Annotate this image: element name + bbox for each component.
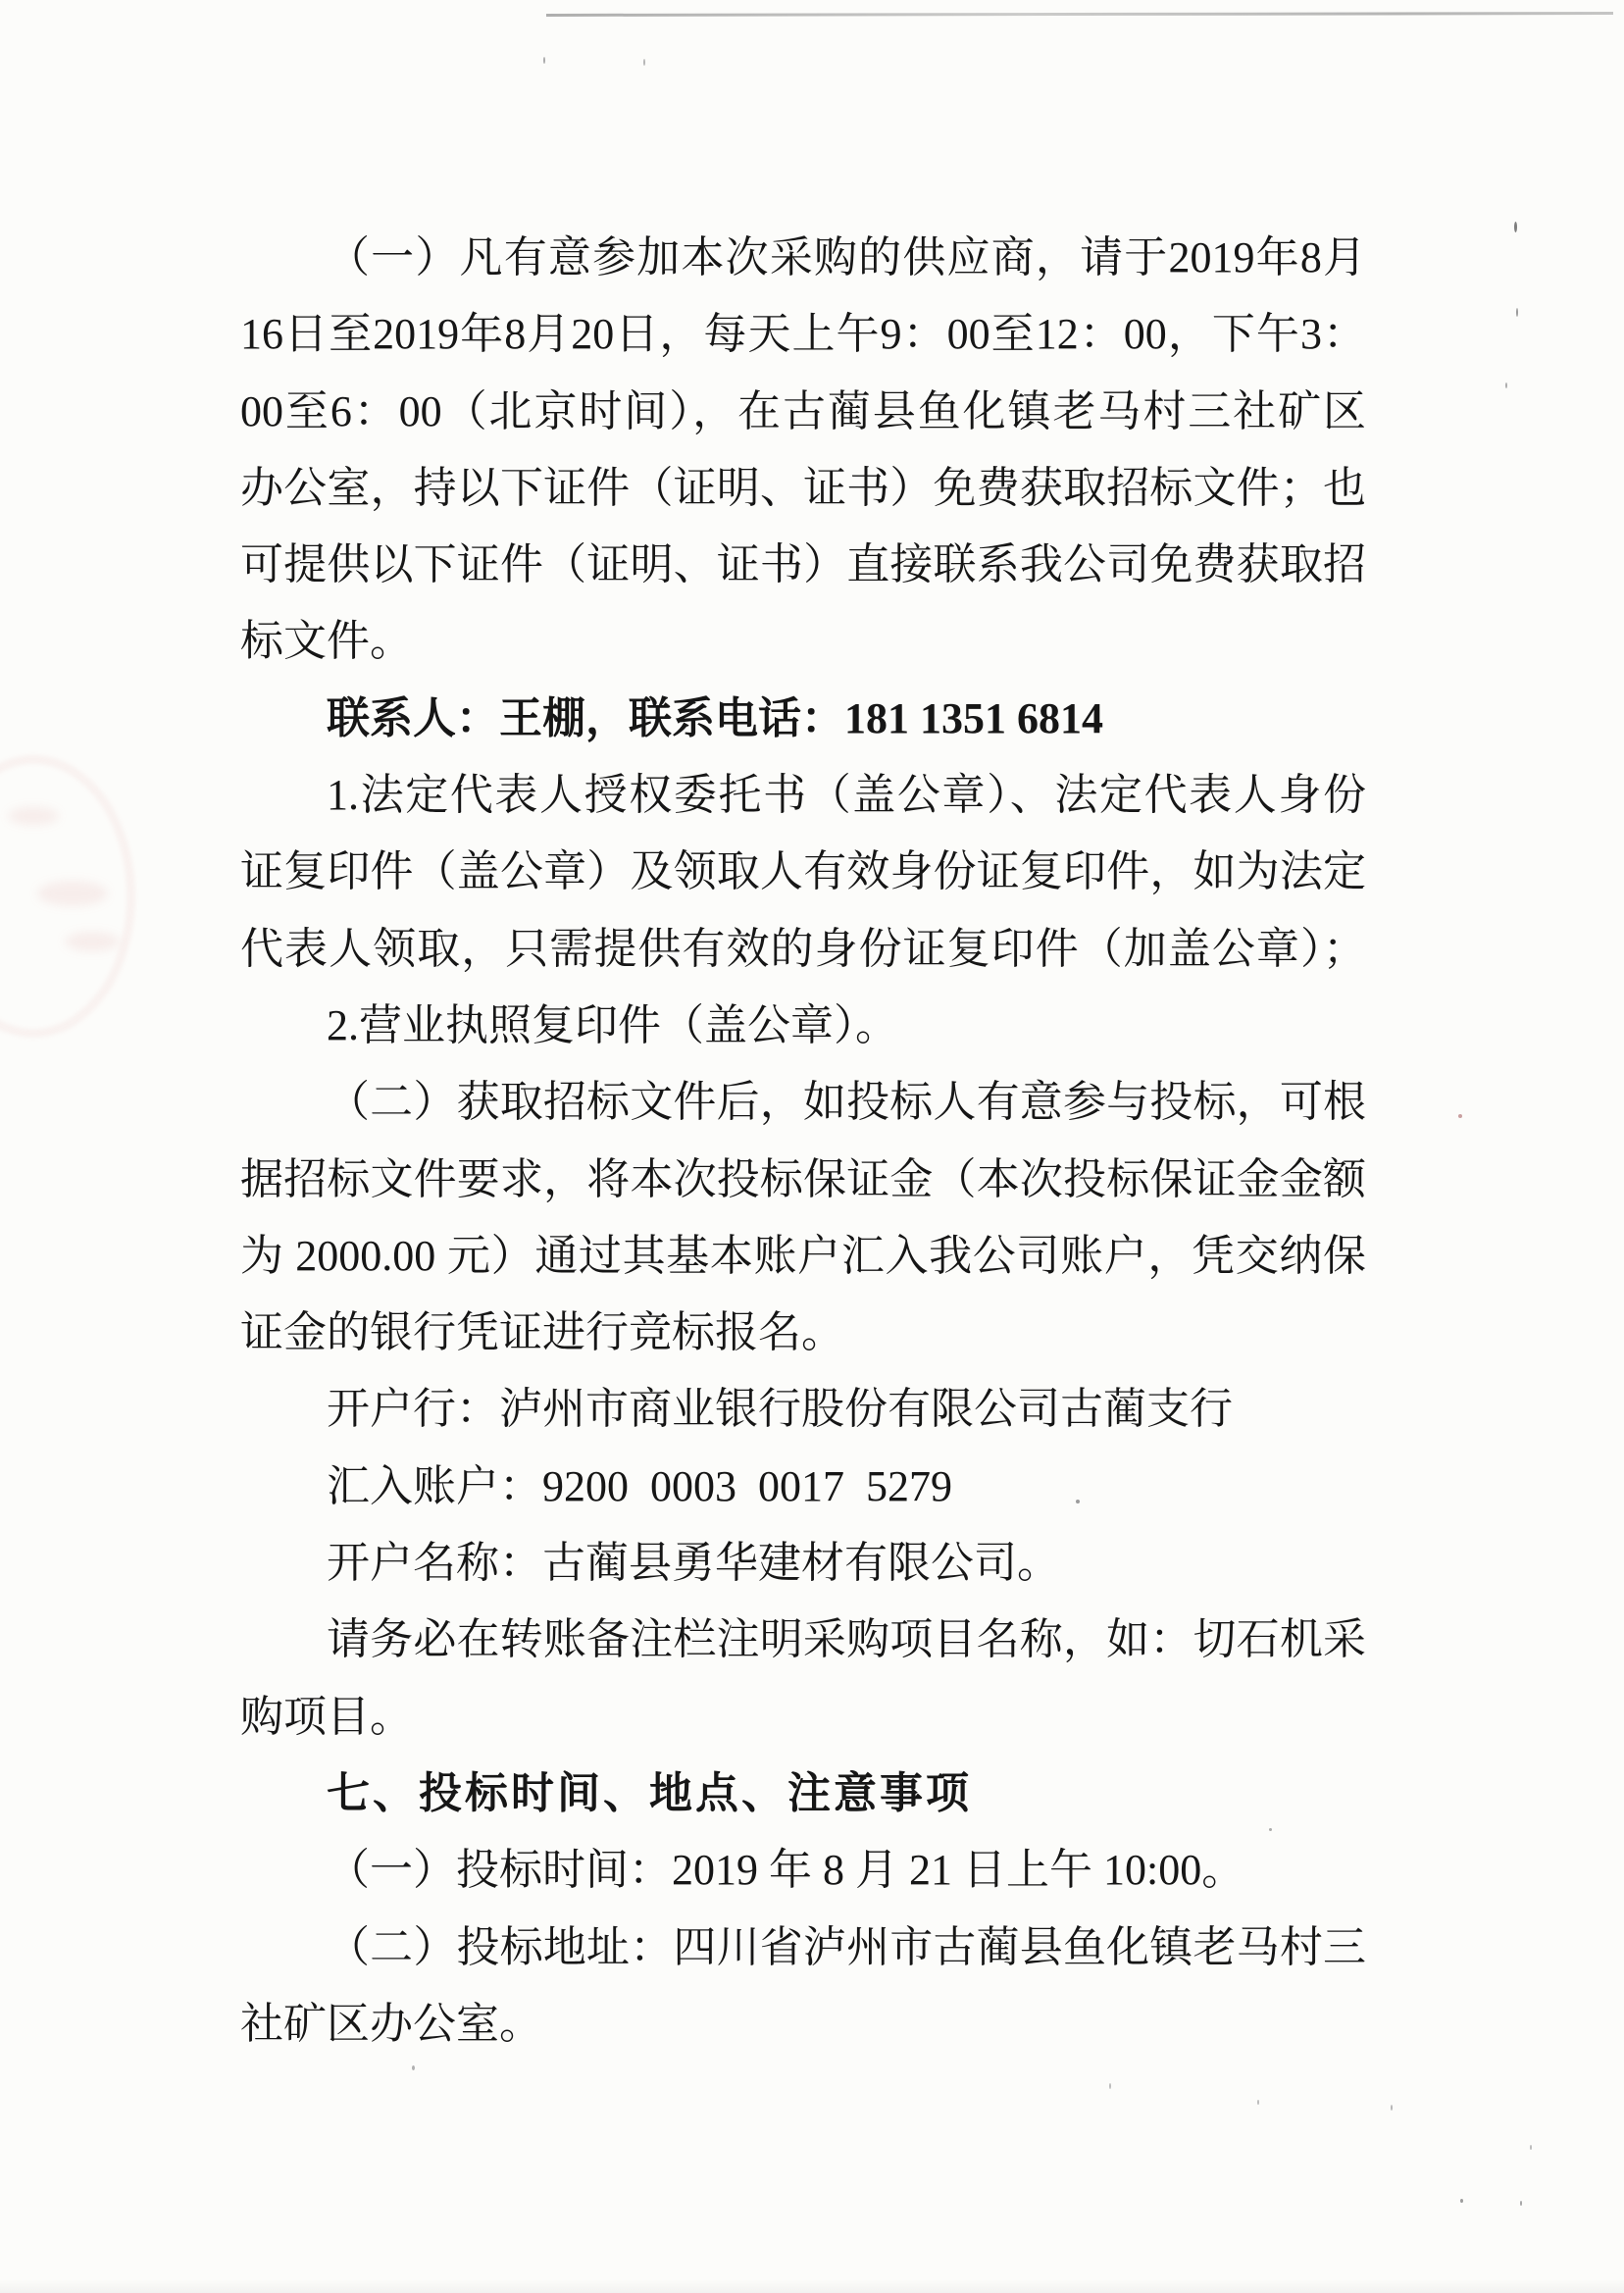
required-cert-item-1-line: 1.法定代表人授权委托书（盖公章）、法定代表人身份 [327,771,1366,820]
scan-speck [1516,308,1518,317]
scan-speck [412,2065,415,2070]
paragraph-obtain-docs-line: （一）凡有意参加本次采购的供应商，请于2019年8月 [327,233,1366,281]
scan-speck [543,57,545,64]
paragraph-obtain-docs-line: 00至6：00（北京时间），在古蔺县鱼化镇老马村三社矿区 [240,386,1366,435]
bid-time-line: （一）投标时间：2019 年 8 月 21 日上午 10:00。 [327,1846,1245,1895]
paragraph-deposit-line: （二）获取招标文件后，如投标人有意参与投标，可根 [327,1078,1366,1127]
scan-speck [1391,2105,1393,2111]
paragraph-obtain-docs-line: 办公室，持以下证件（证明、证书）免费获取招标文件；也 [240,463,1366,512]
scan-speck [643,59,645,66]
bid-address-line: （二）投标地址：四川省泸州市古蔺县鱼化镇老马村三 [327,1922,1366,1971]
scan-speck [1460,2199,1463,2203]
required-cert-item-1-line: 代表人领取，只需提供有效的身份证复印件（加盖公章）； [240,924,1366,973]
paragraph-obtain-docs-line: 标文件。 [240,617,413,666]
contact-info-line: 联系人：王棚，联系电话：181 1351 6814 [327,693,1103,742]
scan-speck [1514,222,1517,232]
bank-name-line: 开户行：泸州市商业银行股份有限公司古蔺支行 [327,1385,1233,1434]
red-stamp-remnant [37,881,108,906]
scan-speck [1505,382,1507,388]
scan-speck [1257,2100,1259,2105]
scan-edge-line [546,12,1613,17]
transfer-note-line: 购项目。 [240,1692,413,1741]
bank-account-line: 汇入账户：9200 0003 0017 5279 [327,1461,952,1510]
scan-speck [1458,1114,1462,1118]
transfer-note-line: 请务必在转账备注栏注明采购项目名称，如：切石机采 [327,1615,1366,1664]
paragraph-obtain-docs-line: 16日至2019年8月20日，每天上午9：00至12：00，下午3： [240,310,1366,359]
paragraph-obtain-docs-line: 可提供以下证件（证明、证书）直接联系我公司免费获取招 [240,540,1366,589]
red-stamp-remnant [65,932,120,951]
paragraph-deposit-line: 证金的银行凭证进行竞标报名。 [240,1308,844,1357]
required-cert-item-2-line: 2.营业执照复印件（盖公章）。 [327,1000,898,1049]
scan-speck [1109,2083,1111,2089]
section-seven-heading: 七、投标时间、地点、注意事项 [327,1768,972,1817]
bid-address-line: 社矿区办公室。 [240,1999,542,2048]
account-holder-line: 开户名称：古蔺县勇华建材有限公司。 [327,1539,1060,1588]
document-text-block [240,220,1366,2063]
paragraph-deposit-line: 为 2000.00 元）通过其基本账户汇入我公司账户，凭交纳保 [240,1231,1366,1280]
scan-speck [1530,2145,1532,2150]
scan-speck [1520,2201,1522,2206]
red-stamp-remnant [8,807,59,825]
paragraph-deposit-line: 据招标文件要求，将本次投标保证金（本次投标保证金金额 [240,1154,1366,1203]
required-cert-item-1-line: 证复印件（盖公章）及领取人有效身份证复印件，如为法定 [240,847,1366,896]
